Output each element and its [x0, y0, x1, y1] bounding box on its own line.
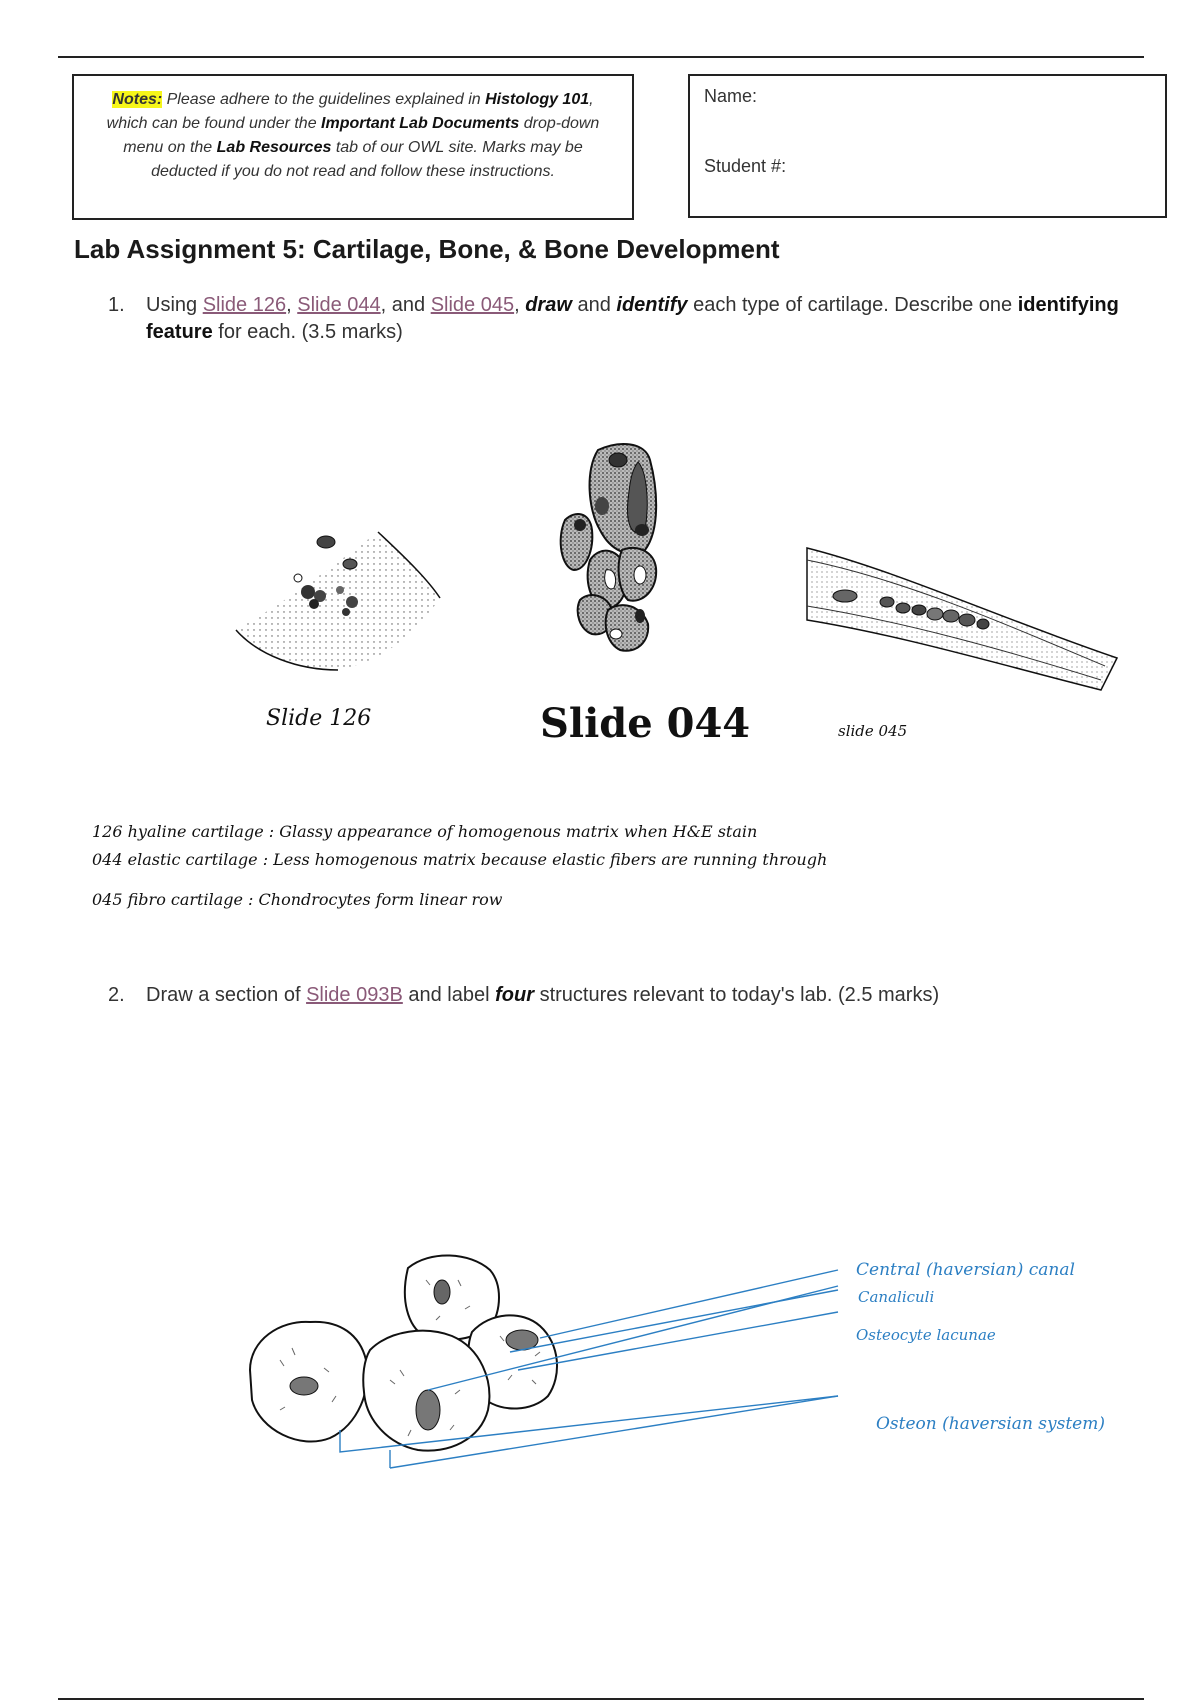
- bone-label: Central (haversian) canal: [856, 1260, 1075, 1280]
- notes-bold-1: Histology 101: [485, 91, 590, 108]
- question-1: [108, 292, 1136, 346]
- notes-text-2: , which can be found under the: [106, 91, 594, 132]
- q2-text-2: and label: [402, 984, 496, 1006]
- student-number-label: Student #:: [704, 156, 787, 176]
- page-title: Lab Assignment 5: Cartilage, Bone, & Bone Development: [74, 234, 780, 264]
- compact-bone-sketch: [240, 1240, 880, 1480]
- q2-text-3: structures relevant to today's lab. (2.5 marks): [534, 984, 940, 1006]
- q1-text-1: Using: [146, 294, 203, 316]
- q2-four: four: [495, 984, 535, 1006]
- answer-line: 044 elastic cartilage : Less homogenous matrix because elastic fibers are running through: [92, 850, 828, 869]
- elastic-cartilage-sketch: [550, 440, 710, 680]
- student-info-box[interactable]: [688, 74, 1167, 218]
- notes-text-4: tab of our OWL site. Marks may be deducted if you do not read and follow these instructions.: [151, 139, 583, 180]
- q1-sep-2: , and: [380, 294, 431, 316]
- slide-045-caption: slide 045: [838, 722, 908, 740]
- question-2: [108, 982, 1136, 1009]
- slide-044-link[interactable]: Slide 044: [297, 294, 381, 316]
- name-label: Name:: [704, 86, 758, 106]
- notes-bold-3: Lab Resources: [216, 139, 332, 156]
- slide-093b-link[interactable]: Slide 093B: [306, 984, 403, 1006]
- answer-line: 045 fibro cartilage : Chondrocytes form linear row: [92, 890, 503, 909]
- slide-126-link[interactable]: Slide 126: [202, 294, 287, 316]
- notes-text-1: Please adhere to the guidelines explained in: [162, 91, 486, 108]
- q2-text-1: Draw a section of: [146, 984, 307, 1006]
- q1-identify: identify: [616, 294, 688, 316]
- slide-045-link[interactable]: Slide 045: [430, 294, 515, 316]
- q1-sep-1: ,: [286, 294, 298, 316]
- fibrocartilage-sketch: [805, 540, 1125, 700]
- q1-sep-3: ,: [514, 294, 526, 316]
- q1-draw: draw: [525, 294, 572, 316]
- q1-feature: identifying feature: [146, 294, 1119, 343]
- notes-label: Notes:: [112, 91, 163, 108]
- q1-text-3: for each. (3.5 marks): [212, 321, 403, 343]
- hyaline-cartilage-sketch: [228, 520, 448, 680]
- bone-label: Canaliculi: [858, 1288, 935, 1306]
- question-1-number: 1.: [108, 294, 125, 316]
- slide-044-caption: Slide 044: [540, 700, 751, 747]
- bone-label: Osteocyte lacunae: [856, 1326, 996, 1344]
- answer-line: 126 hyaline cartilage : Glassy appearance of homogenous matrix when H&E stain: [92, 822, 758, 841]
- q1-and: and: [571, 294, 617, 316]
- top-rule: [58, 56, 1144, 58]
- bone-label: Osteon (haversian system): [876, 1414, 1105, 1434]
- notes-text-3: drop-down menu on the: [123, 115, 600, 156]
- slide-126-caption: Slide 126: [266, 706, 372, 731]
- notes-bold-2: Important Lab Documents: [321, 115, 520, 132]
- question-2-number: 2.: [108, 984, 125, 1006]
- notes-box: [72, 74, 634, 220]
- q1-text-2: each type of cartilage. Describe one: [687, 294, 1018, 316]
